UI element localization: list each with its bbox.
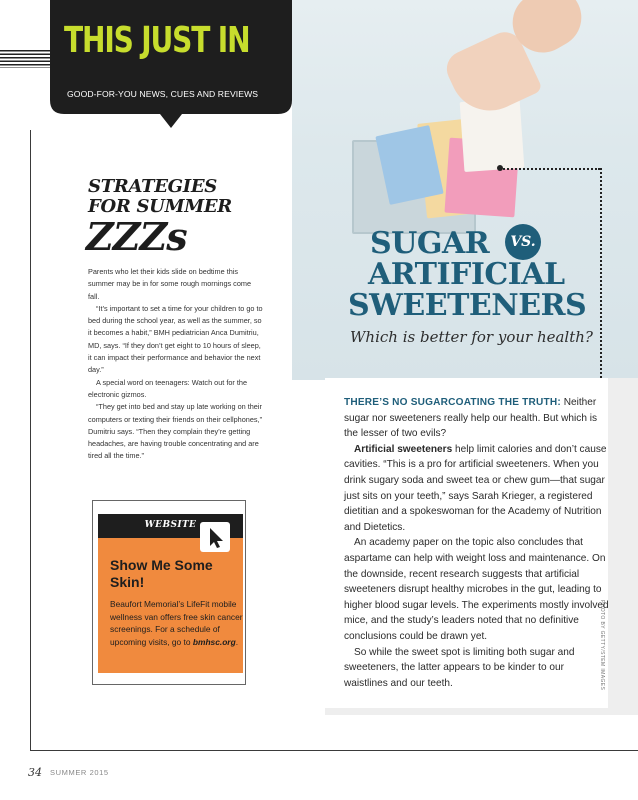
zzz-article-body [88,266,263,463]
zzz-title-line1: STRATEGIES [88,176,217,197]
dotted-connector-top [500,168,600,170]
sweetener-article [344,395,609,691]
dotted-connector-vertical [600,168,602,378]
vs-badge: VS. [505,224,541,260]
zzz-paragraph-2: “It’s important to set a time for your children to go to bed during the school year, as well as the summer, so it becomes a habit,” BMH pediatrician Anca Dumitriu, MD, says. “If they don’t get eight to 10 hours of sleep, it can impact their performance and behavior the next day.” [88,303,263,375]
article-paragraph-4: So while the sweet spot is limiting both sugar and sweeteners, the latter appears to be kinder to our waistlines and our teeth. [344,646,575,689]
website-body-end: . [235,636,239,647]
website-link[interactable]: bmhsc.org [192,636,236,647]
article-p2-bold: Artificial sweeteners [354,443,453,455]
article-lead-in: THERE’S NO SUGARCOATING THE TRUTH: [344,397,561,408]
frame-line-left [30,130,31,750]
connector-dot-top [497,165,503,171]
zzz-paragraph-3: A special word on teenagers: Watch out for the electronic gizmos. [88,377,248,399]
website-body-text: Beaufort Memorial’s LifeFit mobile wellness van offers free skin cancer screenings. For a schedule of upcoming visits, go to [110,599,243,647]
headline-sugar: SUGAR [370,226,490,261]
headline-sweeteners: SWEETENERS [348,288,587,323]
headline-artificial: ARTIFICIAL [368,257,565,292]
article-paragraph-1 [344,395,609,442]
page-number: 34 [28,766,42,779]
zzz-paragraph-1: Parents who let their kids slide on bedtime this summer may be in for some rough mornings come fall. [88,267,252,301]
zzz-title-line2: FOR SUMMER [88,196,232,217]
zzz-title-line3: ZZZs [86,214,187,259]
website-body [110,598,245,648]
banner-title: THIS JUST IN [64,20,250,61]
article-p1-text: Neither sugar nor sweeteners really help our health. But which is the lesser of two evils? [344,397,598,440]
cursor-icon [200,522,230,552]
banner-subtitle: GOOD-FOR-YOU NEWS, CUES AND REVIEWS [67,89,259,99]
feature-subhead: Which is better for your health? [350,328,593,346]
decorative-stripes-left [0,50,50,68]
article-p2-text: help limit calories and don’t cause cavities. “This is a pro for artificial sweeteners. When you drink sugary soda and sweet tea or chew gum—that sugar just sits on your teeth,” says Sarah Krieger, a registered dietitian and a spokeswoman for the Academy of Nutrition and Dietetics. [344,443,607,533]
sweetener-packets-photo [292,0,638,380]
frame-line-bottom [30,750,638,751]
website-label: WEBSITE [144,520,197,530]
photo-credit: PHOTO BY GETTY/STEM IMAGES [599,600,605,691]
article-paragraph-3: An academy paper on the topic also concludes that aspartame can help with weight loss and maintenance. On the downside, recent research suggests that artificial sweeteners disrupt healthy microbes in the gut, leading to higher blood sugar levels. The experiments mostly involved mice, and the study’s leaders noted that no definitive conclusions could be drawn yet. [344,537,609,642]
zzz-paragraph-4: “They get into bed and stay up late working on their computers or texting their friends on their cellphones,” Dumitriu says. “Then they complain they’re getting headaches, are having trouble concentrating and are tired all the time.” [88,402,262,461]
section-banner [50,0,292,132]
website-title: Show Me Some Skin! [110,557,213,590]
issue-label: SUMMER 2015 [50,768,109,777]
article-paragraph-2 [344,442,609,536]
